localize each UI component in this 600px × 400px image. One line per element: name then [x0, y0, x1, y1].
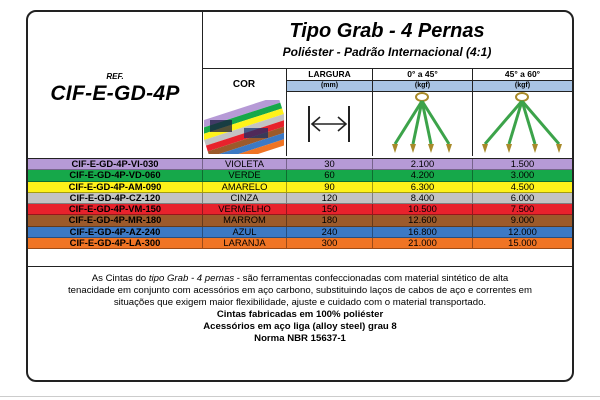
table-row: [28, 182, 572, 193]
capacity-b-cell: 3.000: [472, 170, 572, 180]
capacity-b-cell: 4.500: [472, 182, 572, 192]
spec-card: [26, 10, 574, 382]
color-cell: VERMELHO: [202, 204, 286, 214]
page-title: Tipo Grab - 4 Pernas: [289, 20, 485, 42]
capacity-a-cell: 12.600: [372, 215, 472, 225]
width-arrow-icon: [287, 92, 371, 156]
table-row: [28, 159, 572, 170]
divider: [0, 396, 600, 397]
slings-color-image: [204, 100, 284, 154]
capacity-a-cell: 2.100: [372, 159, 472, 169]
capacity-a-cell: 10.500: [372, 204, 472, 214]
color-cell: AMARELO: [202, 182, 286, 192]
capacity-b-cell: 15.000: [472, 238, 572, 248]
width-cell: 30: [286, 159, 372, 169]
sling-4-legs-wide-icon: [473, 92, 571, 156]
table-row: [28, 227, 572, 238]
description: [68, 273, 532, 309]
width-cell: 240: [286, 227, 372, 237]
width-cell: 150: [286, 204, 372, 214]
width-cell: 300: [286, 238, 372, 248]
capacity-a-cell: 6.300: [372, 182, 472, 192]
ref-cell: CIF-E-GD-4P-VI-030: [71, 159, 159, 169]
page-subtitle: Poliéster - Padrão Internacional (4:1): [282, 45, 492, 59]
color-cell: CINZA: [202, 193, 286, 203]
cor-header: COR: [232, 79, 256, 90]
ref-cell: CIF-E-GD-4P-CZ-120: [69, 192, 161, 203]
material-line: Cintas fabricadas em 100% poliéster: [216, 309, 384, 320]
color-cell: VIOLETA: [202, 159, 286, 169]
capacity-a-cell: 21.000: [372, 238, 472, 248]
capacity-b-cell: 12.000: [472, 227, 572, 237]
largura-label: LARGURA: [287, 68, 372, 81]
ref-cell: CIF-E-GD-4P-AM-090: [68, 181, 162, 192]
largura-header: [286, 68, 372, 156]
width-cell: 180: [286, 215, 372, 225]
table-row: [28, 193, 572, 204]
capacity-b-cell: 9.000: [472, 215, 572, 225]
capacity-a-cell: 8.400: [372, 193, 472, 203]
table-row: [28, 238, 572, 249]
capacity-b-cell: 1.500: [472, 159, 572, 169]
color-cell: LARANJA: [202, 238, 286, 248]
ref-cell: CIF-E-GD-4P-VM-150: [68, 204, 162, 215]
capacity-a-cell: 4.200: [372, 170, 472, 180]
footer: [28, 266, 572, 379]
ref-cell: CIF-E-GD-4P-MR-180: [68, 215, 162, 226]
ref-code: CIF-E-GD-4P: [50, 82, 180, 105]
description-italic: tipo Grab - 4 pernas: [148, 273, 235, 284]
table-row: [28, 170, 572, 181]
ref-cell: CIF-E-GD-4P-LA-300: [69, 238, 161, 249]
color-cell: VERDE: [202, 170, 286, 180]
angle-b-unit: (kgf): [473, 81, 572, 92]
description-post: - são ferramentas confeccionadas com material sintético de alta tenacidade em conjunto com acessórios em aço carbono, substituindo laços de cabos de aço e correntes em situações que exigem maior flexibilidade, ajuste e cuidado com o material transportado.: [68, 273, 532, 308]
angle-a-unit: (kgf): [373, 81, 472, 92]
title-cell: [202, 12, 572, 69]
capacity-b-cell: 7.500: [472, 204, 572, 214]
description-pre: As Cintas do: [91, 273, 149, 284]
norm-line: Norma NBR 15637-1: [254, 333, 346, 344]
width-cell: 120: [286, 193, 372, 203]
ref-label: REF.: [106, 72, 124, 81]
accessories-line: Acessórios em aço liga (alloy steel) grau 8: [203, 321, 397, 332]
capacity-a-cell: 16.800: [372, 227, 472, 237]
color-cell: AZUL: [202, 227, 286, 237]
width-cell: 60: [286, 170, 372, 180]
ref-cell: CIF-E-GD-4P-VD-060: [69, 170, 161, 181]
ref-cell: CIF-E-GD-4P-AZ-240: [69, 226, 161, 237]
angle-a-header: [372, 68, 472, 156]
angle-b-header: [472, 68, 572, 156]
angle-a-label: 0° a 45°: [373, 68, 472, 81]
angle-b-label: 45° a 60°: [473, 68, 572, 81]
ref-cell: [28, 12, 203, 158]
capacity-b-cell: 6.000: [472, 193, 572, 203]
header: [28, 12, 572, 158]
width-cell: 90: [286, 182, 372, 192]
table-row: [28, 215, 572, 226]
table-row: [28, 204, 572, 215]
sling-4-legs-icon: [373, 92, 471, 156]
largura-unit: (mm): [287, 81, 372, 92]
color-cell: MARROM: [202, 215, 286, 225]
spec-table: [28, 158, 572, 249]
